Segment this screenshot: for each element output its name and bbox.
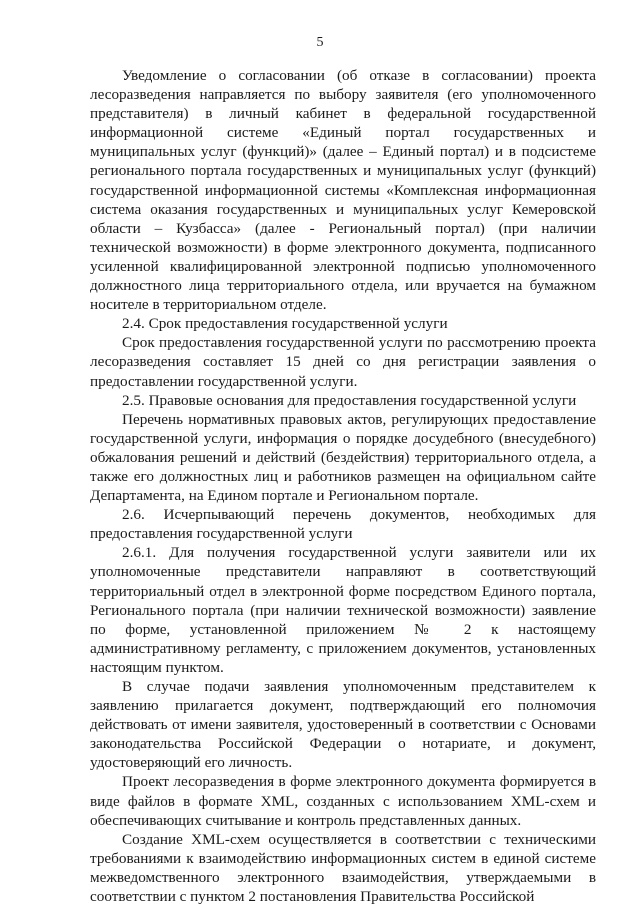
section-heading-2-6: 2.6. Исчерпывающий перечень документов, необходимых для предоставления государственной услуги <box>90 506 596 543</box>
paragraph-legal-basis: Перечень нормативных правовых актов, регулирующих предоставление государственной услуги, информация о порядке досудебного (внесудебного) обжалования решений и действий (бездействия) территориального отдела, а также его должностных лиц и работников размещен на официальном сайте Департамента, на Едином портале и Региональном портале. <box>90 410 596 505</box>
page-number: 5 <box>316 35 324 50</box>
paragraph-xml-schemas: Создание XML-схем осуществляется в соответствии с техническими требованиями к взаимодействию информационных систем в единой системе межведомственного электронного взаимодействия, утверждаемыми в соответствии с пунктом 2 постановления Правительства Российской <box>90 830 596 906</box>
paragraph-approval-notice: Уведомление о согласовании (об отказе в согласовании) проекта лесоразведения направляется по выбору заявителя (его уполномоченного представителя) в личный кабинет в федеральной государственной информационной системе «Единый портал государственных и муниципальных услуг (функций)» (далее – Единый портал) и в подсистеме регионального портала государственных и муниципальных услуг (функций) государственной информационной системы «Комплексная информационная система оказания государственных и муниципальных услуг Кемеровской области – Кузбасса» (далее - Региональный портал) (при наличии технической возможности) в форме электронного документа, подписанного усиленной квалифицированной электронной подписью уполномоченного должностного лица территориального отдела, или вручается на бумажном носителе в территориальном отделе. <box>90 67 596 314</box>
paragraph-representative: В случае подачи заявления уполномоченным представителем к заявлению прилагается документ, подтверждающий его полномочия действовать от имени заявителя, удостоверенный в соответствии с Основами законодательства Российской Федерации о нотариате, и документ, удостоверяющий его личность. <box>90 678 596 772</box>
section-heading-2-5: 2.5. Правовые основания для предоставления государственной услуги <box>122 391 577 409</box>
paragraph-xml-format: Проект лесоразведения в форме электронного документа формируется в виде файлов в формате XML, созданных с использованием XML-схем и обеспечивающих считывание и контроль представленных данных. <box>90 773 596 829</box>
paragraph-service-term: Срок предоставления государственной услуги по рассмотрению проекта лесоразведения составляет 15 дней со дня регистрации заявления о предоставлении государственной услуги. <box>90 334 596 390</box>
paragraph-2-6-1: 2.6.1. Для получения государственной услуги заявители или их уполномоченные представители направляют в соответствующий территориальный отдел в электронной форме посредством Единого портала, Регионального портала (при наличии технической возможности) заявление по форме, установленной приложением № 2 к настоящему административному регламенту, с приложением документов, установленных настоящим пунктом. <box>90 544 596 676</box>
section-heading-2-4: 2.4. Срок предоставления государственной услуги <box>122 315 448 333</box>
document-body <box>90 66 596 906</box>
